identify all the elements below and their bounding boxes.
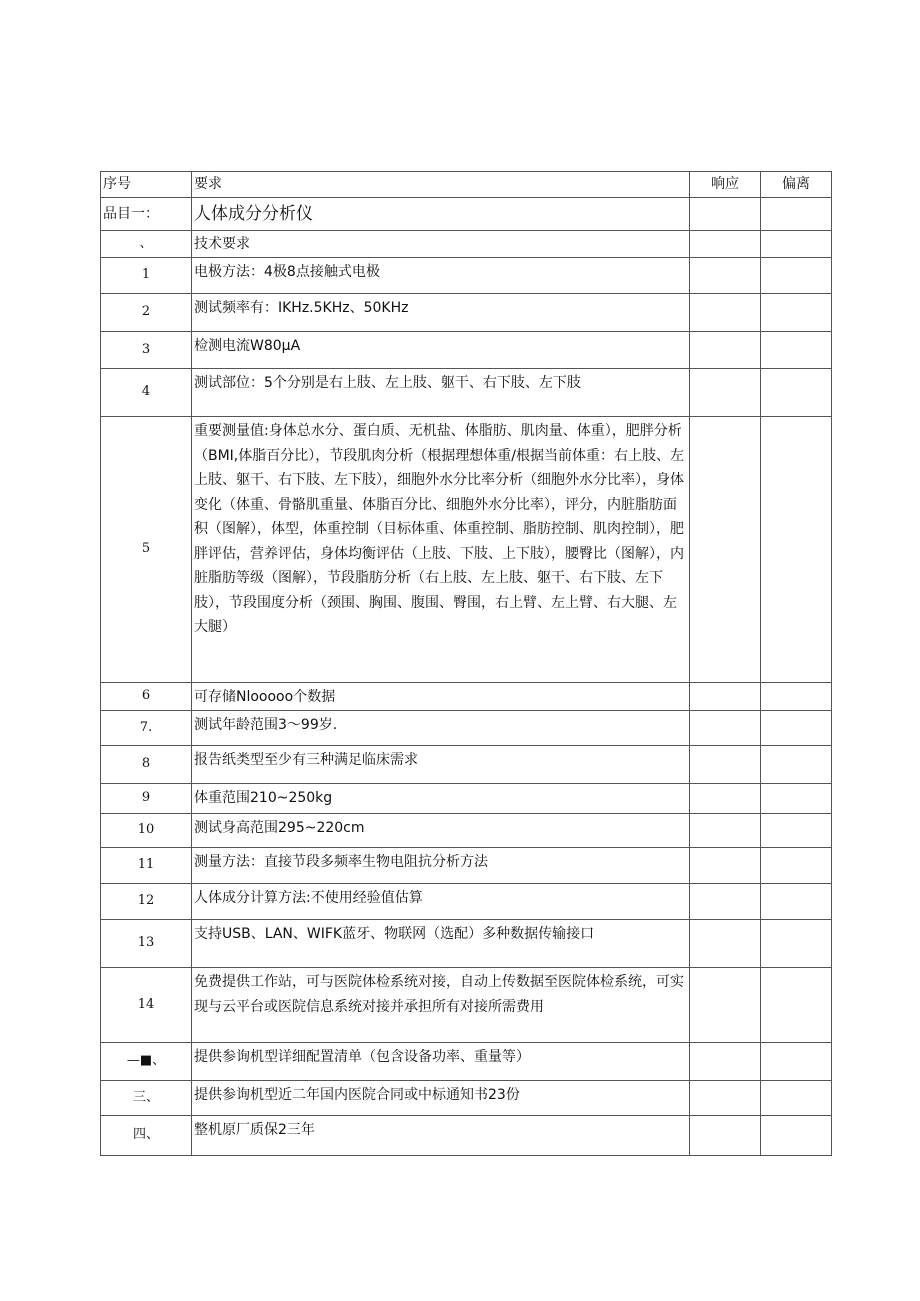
row-response[interactable] [690,231,761,258]
row-response[interactable] [690,784,761,814]
row-deviation[interactable] [761,1116,832,1156]
row-seq: 四、 [101,1116,192,1156]
row-seq: 3 [101,332,192,369]
table-row [101,1081,832,1116]
row-deviation[interactable] [761,231,832,258]
row-requirement: 报告纸类型至少有三种满足临床需求 [192,746,690,784]
row-seq: 1 [101,258,192,294]
row-response[interactable] [690,294,761,332]
row-requirement: 人体成分分析仪 [192,198,690,231]
row-deviation[interactable] [761,198,832,231]
row-deviation[interactable] [761,784,832,814]
row-response[interactable] [690,369,761,417]
row-requirement: 测试频率有：IKHz.5KHz、50KHz [192,294,690,332]
row-response[interactable] [690,198,761,231]
row-response[interactable] [690,417,761,683]
table-row [101,231,832,258]
row-requirement: 提供参询机型近二年国内医院合同或中标通知书23份 [192,1081,690,1116]
row-requirement: 电极方法：4极8点接触式电极 [192,258,690,294]
table-row [101,884,832,920]
header-deviation: 偏离 [761,172,832,198]
table-row [101,258,832,294]
row-requirement: 可存储Nlooooo个数据 [192,683,690,711]
table-row [101,711,832,746]
row-seq: 13 [101,920,192,968]
row-deviation[interactable] [761,417,832,683]
table-row [101,294,832,332]
row-seq: 6 [101,683,192,711]
row-response[interactable] [690,848,761,884]
row-deviation[interactable] [761,1043,832,1081]
row-response[interactable] [690,968,761,1043]
row-requirement: 测试年龄范围3～99岁. [192,711,690,746]
table-row [101,746,832,784]
row-deviation[interactable] [761,369,832,417]
row-seq: 5 [101,417,192,683]
row-response[interactable] [690,884,761,920]
table-row [101,1043,832,1081]
row-deviation[interactable] [761,968,832,1043]
row-seq: 4 [101,369,192,417]
table-row [101,417,832,683]
row-deviation[interactable] [761,884,832,920]
row-requirement: 测量方法：直接节段多频率生物电阻抗分析方法 [192,848,690,884]
row-deviation[interactable] [761,814,832,848]
row-response[interactable] [690,711,761,746]
table-row [101,332,832,369]
row-requirement: 测试身高范围295~220cm [192,814,690,848]
row-requirement: 人体成分计算方法:不使用经验值估算 [192,884,690,920]
row-response[interactable] [690,920,761,968]
row-seq: 、 [101,231,192,258]
row-requirement: 检测电流W80μA [192,332,690,369]
row-seq: —■、 [101,1043,192,1081]
table-row [101,848,832,884]
row-response[interactable] [690,746,761,784]
table-row [101,1116,832,1156]
row-seq: 三、 [101,1081,192,1116]
row-seq: 品目一： [101,198,192,231]
table-row [101,920,832,968]
row-seq: 12 [101,884,192,920]
row-response[interactable] [690,683,761,711]
row-deviation[interactable] [761,258,832,294]
row-seq: 11 [101,848,192,884]
row-requirement: 测试部位：5个分别是右上肢、左上肢、躯干、右下肢、左下肢 [192,369,690,417]
row-requirement: 提供参询机型详细配置清单（包含设备功率、重量等） [192,1043,690,1081]
row-deviation[interactable] [761,848,832,884]
row-deviation[interactable] [761,746,832,784]
row-response[interactable] [690,258,761,294]
row-requirement: 整机原厂质保2三年 [192,1116,690,1156]
row-response[interactable] [690,814,761,848]
row-response[interactable] [690,1043,761,1081]
row-requirement: 免费提供工作站，可与医院体检系统对接，自动上传数据至医院体检系统，可实现与云平台或医院信息系统对接并承担所有对接所需费用 [192,968,690,1043]
row-requirement: 重要测量值:身体总水分、蛋白质、无机盐、体脂肪、肌肉量、体重），肥胖分析（BMI,体脂百分比），节段肌肉分析（根据理想体重/根据当前体重：右上肢、左上肢、躯干、右下肢、左下肢），细胞外水分比率分析（细胞外水分比率），身体变化（体重、骨骼肌重量、体脂百分比、细胞外水分比率），评分，内脏脂肪面积（图解），体型，体重控制（目标体重、体重控制、脂肪控制、肌肉控制），肥胖评估，营养评估，身体均衡评估（上肢、下肢、上下肢），腰臀比（图解），内脏脂肪等级（图解），节段脂肪分析（右上肢、左上肢、躯干、右下肢、左下肢），节段围度分析（颈围、胸围、腹围、臀围，右上臂、左上臂、右大腿、左大腿） [192,417,690,683]
table-row [101,784,832,814]
row-deviation[interactable] [761,294,832,332]
row-deviation[interactable] [761,1081,832,1116]
row-deviation[interactable] [761,920,832,968]
table-row [101,814,832,848]
table-header-row [101,172,832,198]
row-response[interactable] [690,1116,761,1156]
row-seq: 7. [101,711,192,746]
table-row [101,369,832,417]
row-seq: 8 [101,746,192,784]
row-seq: 9 [101,784,192,814]
row-seq: 14 [101,968,192,1043]
table-row [101,198,832,231]
header-requirement: 要求 [192,172,690,198]
header-seq: 序号 [101,172,192,198]
table-row [101,968,832,1043]
row-response[interactable] [690,1081,761,1116]
table-row [101,683,832,711]
row-requirement: 技术要求 [192,231,690,258]
row-deviation[interactable] [761,683,832,711]
requirements-table [100,171,832,1156]
row-response[interactable] [690,332,761,369]
row-requirement: 体重范围210~250kg [192,784,690,814]
row-deviation[interactable] [761,332,832,369]
row-requirement: 支持USB、LAN、WIFK蓝牙、物联网（选配）多种数据传输接口 [192,920,690,968]
row-seq: 10 [101,814,192,848]
header-response: 响应 [690,172,761,198]
row-seq: 2 [101,294,192,332]
row-deviation[interactable] [761,711,832,746]
